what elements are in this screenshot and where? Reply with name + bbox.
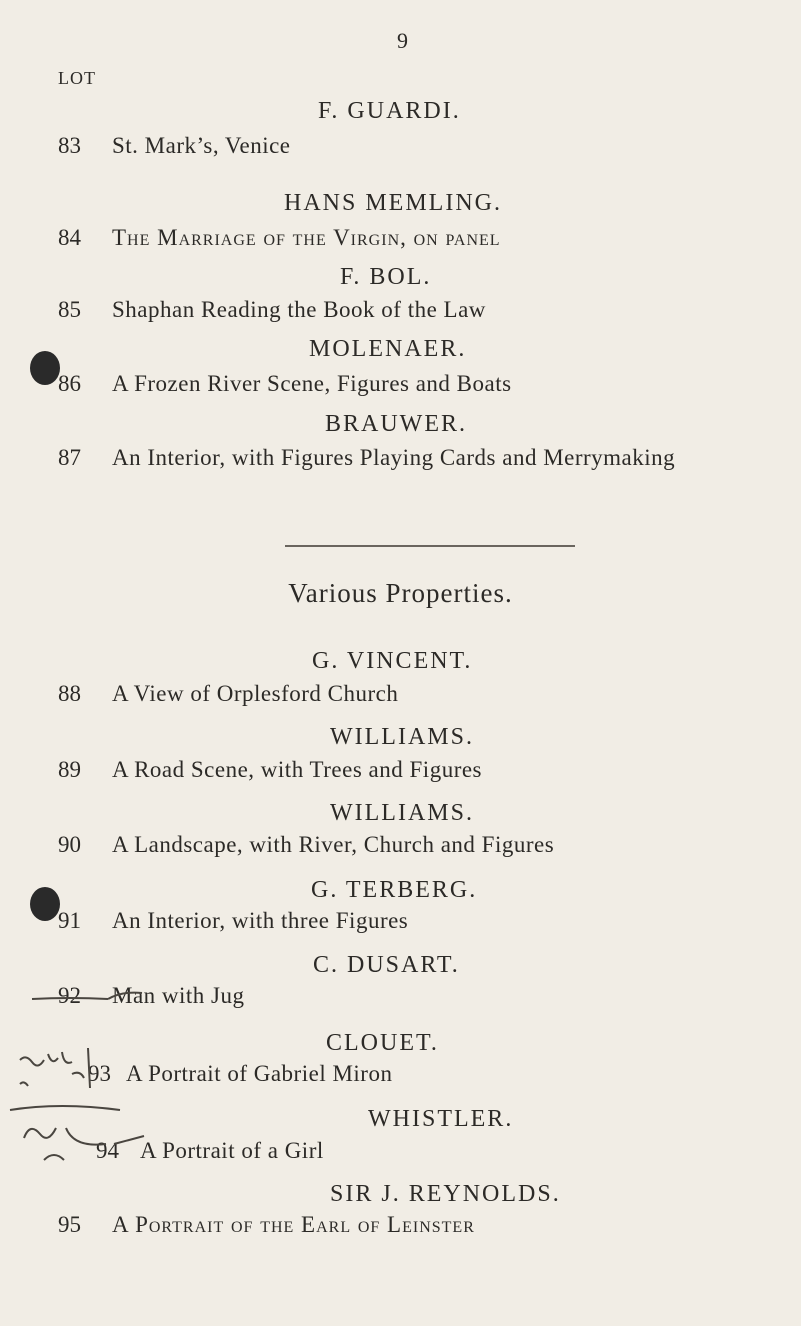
lot-number: 89 bbox=[58, 757, 81, 782]
lot-number: 88 bbox=[58, 681, 81, 706]
lot-title: An Interior, with Figures Playing Cards and Merrymaking bbox=[112, 445, 676, 470]
handwritten-strike-mark bbox=[30, 985, 150, 1009]
artist-name: WILLIAMS. bbox=[330, 724, 474, 750]
lot-title: A Portrait of the Earl of Leinster bbox=[112, 1212, 475, 1237]
lot-title: St. Mark’s, Venice bbox=[112, 133, 291, 158]
lot-number: 91 bbox=[58, 908, 81, 933]
lot-number: 86 bbox=[58, 371, 81, 396]
artist-name: CLOUET. bbox=[326, 1030, 439, 1056]
handwritten-annotation-mark bbox=[4, 1098, 154, 1178]
artist-name: MOLENAER. bbox=[309, 336, 467, 362]
lot-number: 92 bbox=[58, 983, 81, 1008]
artist-name: BRAUWER. bbox=[325, 411, 467, 437]
bullet-mark-icon bbox=[30, 887, 60, 921]
handwritten-annotation-mark bbox=[14, 1044, 114, 1100]
lot-number: 87 bbox=[58, 445, 81, 470]
lot-title: Shaphan Reading the Book of the Law bbox=[112, 297, 486, 322]
lot-column-header: LOT bbox=[58, 68, 96, 88]
lot-number: 84 bbox=[58, 225, 81, 250]
lot-number: 85 bbox=[58, 297, 81, 322]
lot-title: A View of Orplesford Church bbox=[112, 681, 399, 706]
bullet-mark-icon bbox=[30, 351, 60, 385]
lot-number: 90 bbox=[58, 832, 81, 857]
artist-name: SIR J. REYNOLDS. bbox=[330, 1181, 561, 1207]
lot-number: 93 bbox=[88, 1061, 111, 1086]
section-divider bbox=[285, 545, 575, 547]
lot-title: A Road Scene, with Trees and Figures bbox=[112, 757, 483, 782]
lot-title: A Landscape, with River, Church and Figures bbox=[112, 832, 555, 857]
lot-number: 95 bbox=[58, 1212, 81, 1237]
artist-name: G. VINCENT. bbox=[312, 648, 473, 674]
lot-title: A Frozen River Scene, Figures and Boats bbox=[112, 371, 512, 396]
page-number: 9 bbox=[397, 28, 408, 53]
artist-name: F. GUARDI. bbox=[318, 98, 461, 124]
artist-name: WHISTLER. bbox=[368, 1106, 514, 1132]
artist-name: C. DUSART. bbox=[313, 952, 460, 978]
lot-title: A Portrait of Gabriel Miron bbox=[126, 1061, 393, 1086]
lot-title: An Interior, with three Figures bbox=[112, 908, 409, 933]
lot-title: Man with Jug bbox=[112, 983, 245, 1008]
lot-title: A Portrait of a Girl bbox=[140, 1138, 324, 1163]
lot-number: 94 bbox=[96, 1138, 119, 1163]
lot-number: 83 bbox=[58, 133, 81, 158]
section-heading: Various Properties. bbox=[288, 578, 513, 608]
artist-name: G. TERBERG. bbox=[311, 877, 478, 903]
artist-name: WILLIAMS. bbox=[330, 800, 474, 826]
artist-name: F. BOL. bbox=[340, 264, 432, 290]
lot-title: The Marriage of the Virgin, on panel bbox=[112, 225, 501, 250]
artist-name: HANS MEMLING. bbox=[284, 190, 502, 216]
